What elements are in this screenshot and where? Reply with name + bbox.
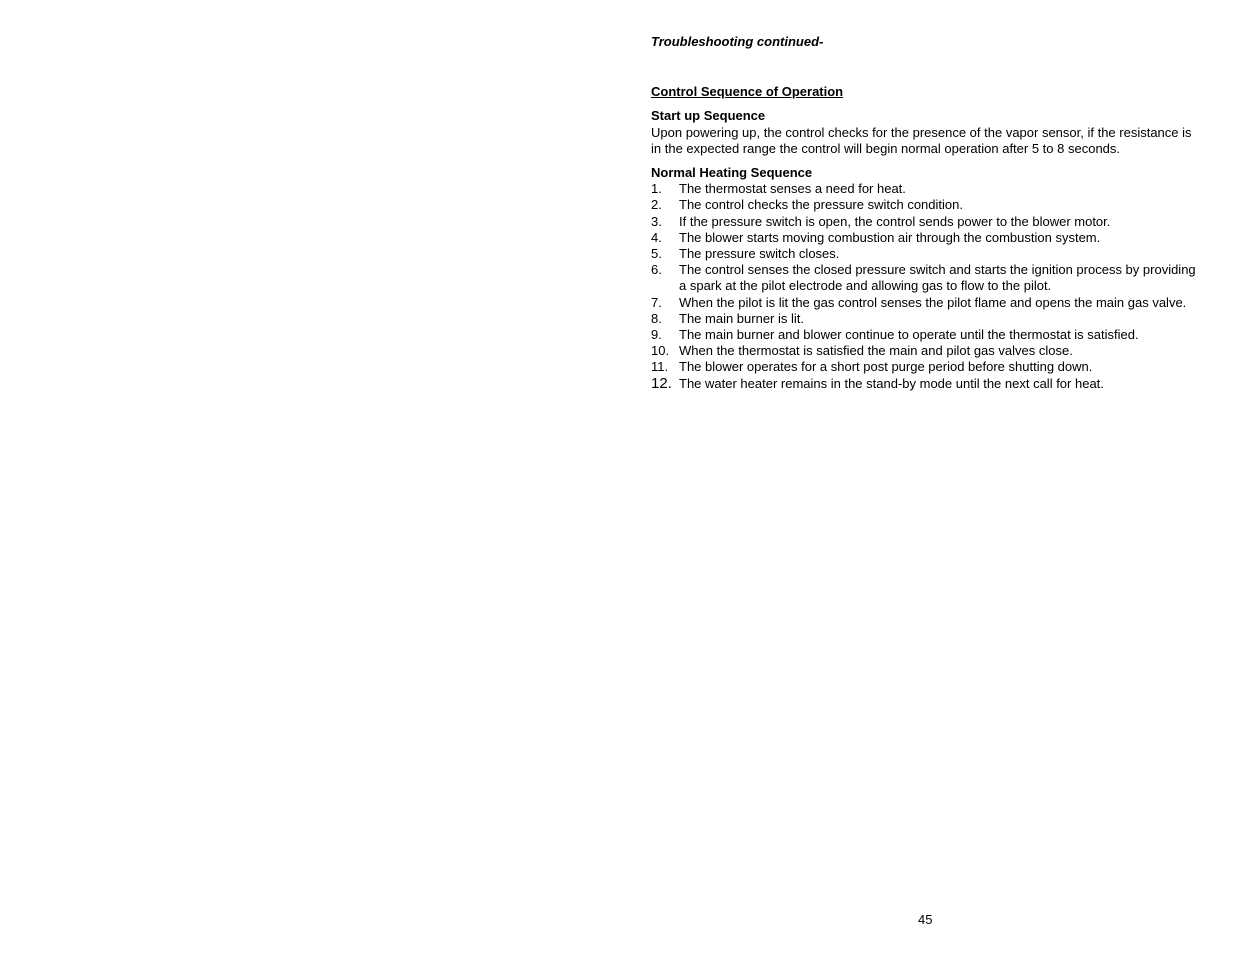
step-text: The control checks the pressure switch condition.	[679, 197, 963, 213]
list-item	[651, 295, 1196, 311]
step-number: 6.	[651, 262, 662, 278]
list-item	[651, 181, 1196, 197]
page-number: 45	[918, 912, 933, 927]
list-item	[651, 214, 1196, 230]
step-text: The control senses the closed pressure switch and starts the ignition process by providing a spark at the pilot electrode and allowing gas to flow to the pilot.	[679, 262, 1196, 294]
step-number: 1.	[651, 181, 662, 197]
step-number: 4.	[651, 229, 662, 245]
step-text: The main burner is lit.	[679, 310, 804, 326]
content-column	[651, 34, 1196, 392]
step-number: 11.	[651, 359, 669, 375]
startup-heading: Start up Sequence	[651, 108, 766, 124]
step-text: The thermostat senses a need for heat.	[679, 181, 906, 197]
step-number: 2.	[651, 197, 662, 213]
step-number: 3.	[651, 213, 662, 229]
list-item	[651, 262, 1196, 294]
step-text: The water heater remains in the stand-by mode until the next call for heat.	[679, 375, 1104, 391]
step-text: When the thermostat is satisfied the main and pilot gas valves close.	[679, 343, 1073, 359]
page-heading: Troubleshooting continued-	[651, 34, 824, 49]
step-text: The main burner and blower continue to operate until the thermostat is satisfied.	[679, 327, 1139, 343]
step-text: When the pilot is lit the gas control senses the pilot flame and opens the main gas valve.	[679, 294, 1187, 310]
step-number: 8.	[651, 310, 662, 326]
startup-text: Upon powering up, the control checks for the presence of the vapor sensor, if the resistance is in the expected range the control will begin normal operation after 5 to 8 seconds.	[651, 124, 1192, 156]
step-number: 7.	[651, 294, 662, 310]
list-item	[651, 359, 1196, 375]
step-text: The blower starts moving combustion air through the combustion system.	[679, 229, 1101, 245]
step-number: 9.	[651, 327, 662, 343]
list-item	[651, 230, 1196, 246]
step-text: The pressure switch closes.	[679, 246, 840, 262]
list-item	[651, 197, 1196, 213]
step-number: 12.	[651, 374, 672, 392]
section-title: Control Sequence of Operation	[651, 84, 844, 100]
list-item	[651, 311, 1196, 327]
step-number: 5.	[651, 246, 662, 262]
step-number: 10.	[651, 343, 670, 359]
list-item	[651, 343, 1196, 359]
list-item	[651, 327, 1196, 343]
step-text: If the pressure switch is open, the control sends power to the blower motor.	[679, 213, 1111, 229]
heating-steps-list	[651, 181, 1196, 392]
list-item	[651, 246, 1196, 262]
list-item	[651, 376, 1196, 392]
step-text: The blower operates for a short post purge period before shutting down.	[679, 359, 1093, 375]
heating-heading: Normal Heating Sequence	[651, 165, 813, 181]
